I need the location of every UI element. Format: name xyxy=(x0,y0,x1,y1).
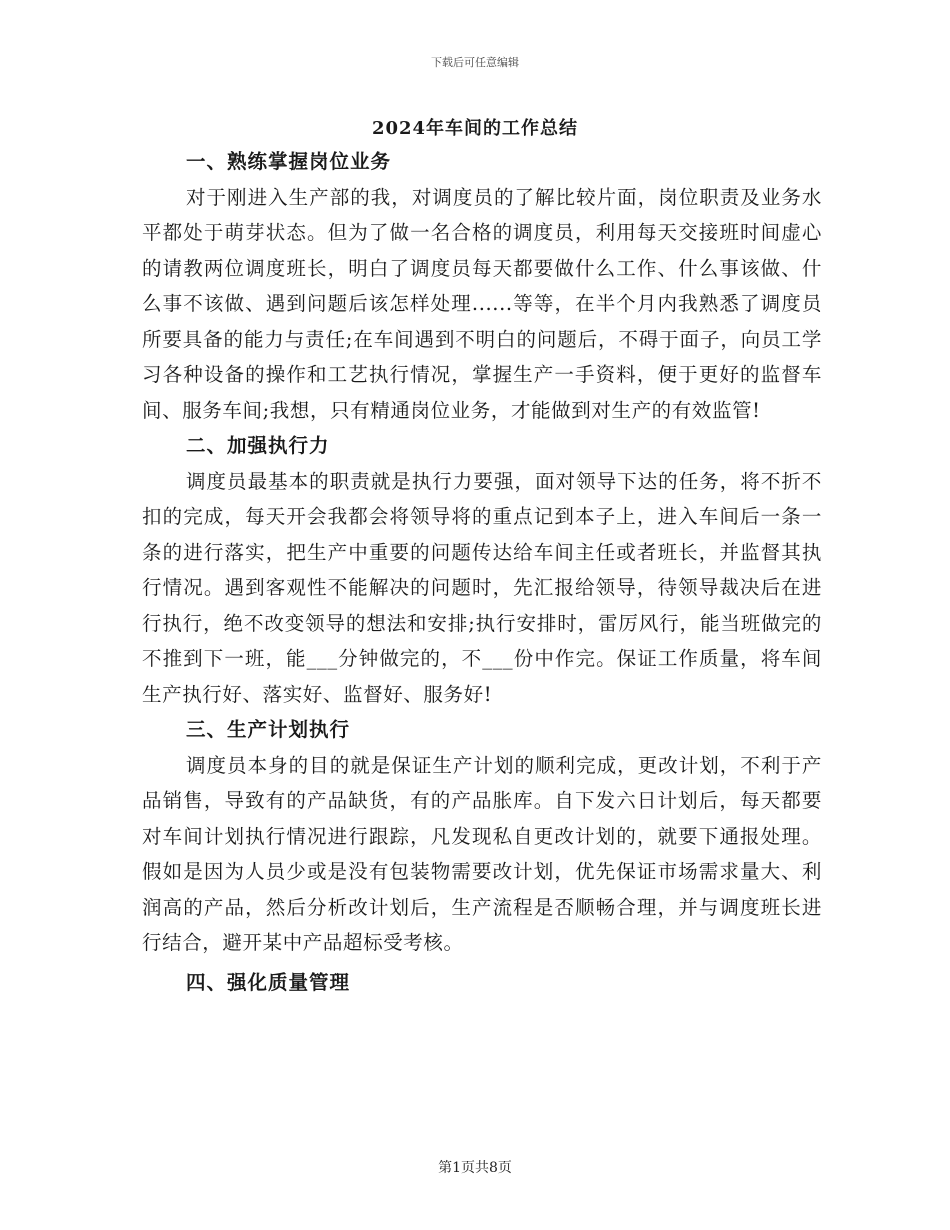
section-heading-3: 三、生产计划执行 xyxy=(186,718,351,741)
page-number: 第1页共8页 xyxy=(438,1160,512,1176)
document-title: 2024年车间的工作总结 xyxy=(371,118,579,139)
section-heading-4: 四、强化质量管理 xyxy=(186,970,351,994)
section-heading-2: 二、加强执行力 xyxy=(186,434,330,457)
header-note: 下载后可任意编辑 xyxy=(431,56,519,69)
section-heading-1: 一、熟练掌握岗位业务 xyxy=(186,150,392,173)
section-paragraph-2: 调度员最基本的职责就是执行力要强，面对领导下达的任务，将不折不扣的完成，每天开会我都会将领导将的重点记到本子上，进入车间后一条一条的进行落实，把生产中重要的问题传达给车间主任或者班长，并监督其执行情况。遇到客观性不能解决的问题时，先汇报给领导，待领导裁决后在进行执行，绝不改变领导的想法和安排;执行安排时，雷厉风行，能当班做完的不推到下一班，能___分钟做完的，不___份中作完。保证工作质量，将车间生产执行好、落实好、监督好、服务好! xyxy=(142,469,822,706)
section-paragraph-3: 调度员本身的目的就是保证生产计划的顺利完成，更改计划，不利于产品销售，导致有的产品缺货，有的产品胀库。自下发六日计划后，每天都要对车间计划执行情况进行跟踪，凡发现私自更改计划的，就要下通报处理。假如是因为人员少或是没有包装物需要改计划，优先保证市场需求量大、利润高的产品，然后分析改计划后，生产流程是否顺畅合理，并与调度班长进行结合，避开某中产品超标受考核。 xyxy=(142,753,822,954)
section-paragraph-1: 对于刚进入生产部的我，对调度员的了解比较片面，岗位职责及业务水平都处于萌芽状态。但为了做一名合格的调度员，利用每天交接班时间虚心的请教两位调度班长，明白了调度员每天都要做什么工作、什么事该做、什么事不该做、遇到问题后该怎样处理......等等，在半个月内我熟悉了调度员所要具备的能力与责任;在车间遇到不明白的问题后，不碍于面子，向员工学习各种设备的操作和工艺执行情况，掌握生产一手资料，便于更好的监督车间、服务车间;我想，只有精通岗位业务，才能做到对生产的有效监管! xyxy=(142,185,822,422)
document-body xyxy=(142,144,822,1000)
